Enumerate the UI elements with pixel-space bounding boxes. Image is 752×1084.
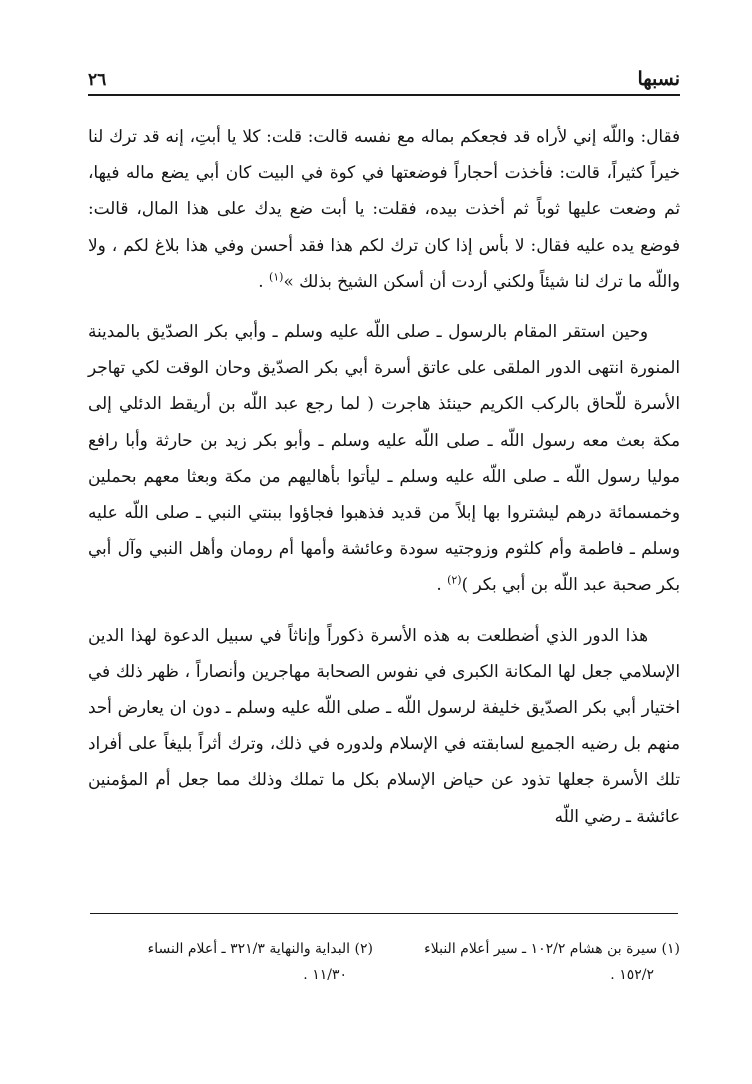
paragraph-text: هذا الدور الذي أضطلعت به هذه الأسرة ذكوراً وإناثاً في سبيل الدعوة لهذا الدين الإسلامي جعل لها المكانة الكبرى في نفوس الصحابة مهاجرين وأنصاراً ، ظهر ذلك في اختيار أبي بكر الصدّيق خليفة لرسول اللّه ـ صلى اللّه عليه وسلم ـ دون ان يعارض أحد منهم بل رضيه الجميع لسابقته في الإسلام ولدوره في ذلك، وترك أثراً بليغاً على أفراد تلك الأسرة جعلها تذود عن حياض الإسلام بكل ما تملك وذلك مما جعل أم المؤمنين عائشة ـ رضي اللّه [88, 624, 680, 826]
paragraph-3 [88, 617, 680, 834]
footnote-reference: (١) [268, 270, 284, 284]
page-header [88, 62, 680, 96]
paragraph-2 [88, 313, 680, 603]
paragraph-end: . [258, 270, 269, 291]
footnote-1 [395, 936, 680, 988]
paragraph-1 [88, 118, 680, 299]
paragraph-end: . [436, 574, 448, 595]
footnote-continuation: ١١/٣٠ . [303, 967, 347, 983]
main-text [88, 118, 680, 834]
footnote-continuation: ١٥٢/٢ . [610, 967, 654, 983]
page-number: ٢٦ [88, 70, 107, 90]
footnote-reference: (٢) [447, 573, 462, 587]
paragraph-text: وحين استقر المقام بالرسول ـ صلى اللّه عليه وسلم ـ وأبي بكر الصدّيق بالمدينة المنورة انتهى الدور الملقى على عاتق أسرة أبي بكر الصدّيق وحان الوقت لكي تهاجر الأسرة للّحاق بالركب الكريم حينئذ هاجرت ( لما رجع عبد اللّه بن أريقط الدئلي إلى مكة بعث معه رسول اللّه ـ صلى اللّه عليه وسلم ـ وأبو بكر زيد بن حارثة وأبا رافع موليا رسول اللّه ـ صلى اللّه عليه وسلم ـ ليأتوا بأهاليهم من مكة وبعثا معهم بحملين وخمسمائة درهم ليشتروا بها إبلاً من قديد فذهبوا فجاؤوا ببنتي النبي ـ صلى اللّه عليه وسلم ـ فاطمة وأم كلثوم وزوجتيه سودة وعائشة وأمها أم رومان وأهل النبي وآل أبي بكر صحبة عبد اللّه بن أبي بكر ) [88, 321, 680, 595]
footnote-2 [88, 936, 373, 988]
footnotes [88, 936, 680, 988]
paragraph-text: فقال: واللّه إني لأراه قد فجعكم بماله مع نفسه قالت: قلت: كلا يا أبتِ، إنه قد ترك لنا خيراً كثيراً، قالت: فأخذت أحجاراً فوضعتها في كوة في البيت كان أبي يضع ماله فيها، ثم وضعت عليها ثوباً ثم أخذت بيده، فقلت: يا أبت ضع يدك على هذا المال، قالت: فوضع يده عليه فقال: لا بأس إذا كان ترك لكم هذا فقد أحسن وفي هذا بلاغ لكم ، ولا واللّه ما ترك لنا شيئاً ولكني أردت أن أسكن الشيخ بذلك » [88, 126, 680, 291]
chapter-title: نسبها [637, 68, 680, 90]
footnote-separator [90, 913, 678, 914]
footnote-text: (٢) البداية والنهاية ٣٢١/٣ ـ أعلام النساء [147, 941, 373, 957]
footnote-text: (١) سيرة بن هشام ١٠٢/٢ ـ سير أعلام النبلاء [424, 941, 680, 957]
